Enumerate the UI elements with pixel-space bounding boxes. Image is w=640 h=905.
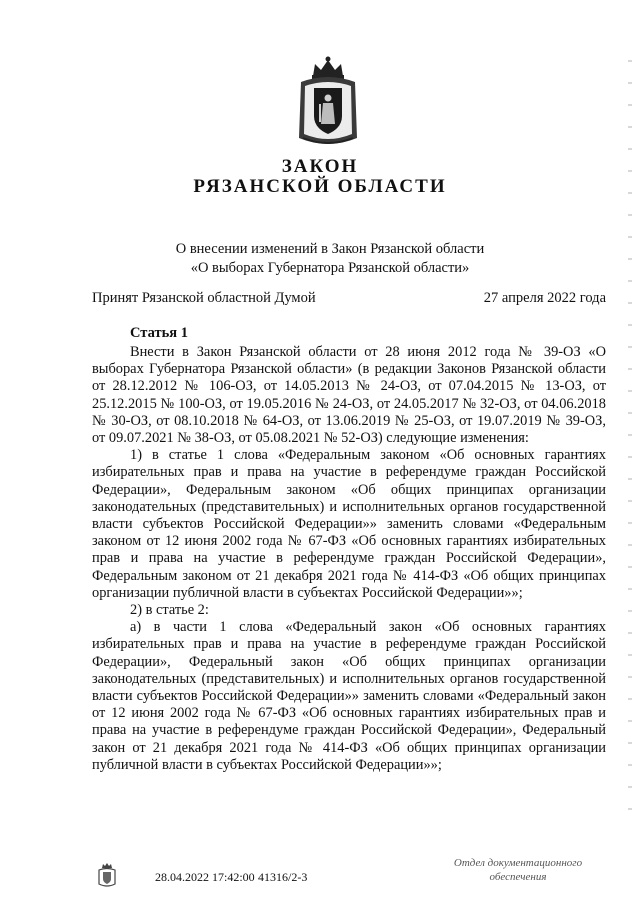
adoption-line (92, 290, 606, 307)
paragraph: 1) в статье 1 слова «Федеральным законом «Об основных гарантиях избирательных прав и права на участие в референдуме граждан Российской Федерации», Федеральным законом «Об общих принципах организации законодательных (представительных) и исполнительных органов государственной власти субъектов Российской Федерации»» заменить словами «Федеральным законом от 12 июня 2002 года № 67-ФЗ «Об основных гарантиях избирательных прав и права на участие в референдуме граждан Российской Федерации», Федеральным законом от 21 декабря 2021 года № 414-ФЗ «Об общих принципах организации публичной власти в субъектах Российской Федерации»»; (92, 447, 606, 601)
article-heading: Статья 1 (130, 325, 188, 341)
dept-line-1: Отдел документационного (453, 857, 583, 869)
law-subject (0, 240, 640, 278)
dept-line-2: обеспечения (489, 871, 547, 883)
subject-line-2: «О выборах Губернатора Рязанской области» (190, 260, 470, 276)
coat-of-arms-emblem (295, 54, 361, 150)
footer-reg-number: 41316/2-3 (258, 870, 308, 884)
law-title: ЗАКОН (281, 156, 359, 177)
article-body (92, 344, 606, 774)
subject-line-1: О внесении изменений в Закон Рязанской области (175, 241, 485, 257)
law-region-title: РЯЗАНСКОЙ ОБЛАСТИ (193, 176, 447, 197)
small-emblem-stamp-icon (96, 862, 118, 888)
adoption-date: 27 апреля 2022 года (483, 290, 606, 306)
paragraph: 2) в статье 2: (130, 602, 209, 619)
scan-edge-marks (628, 60, 632, 820)
footer-datetime: 28.04.2022 17:42:00 (155, 870, 255, 884)
paragraph: Внести в Закон Рязанской области от 28 июня 2012 года № 39-ОЗ «О выборах Губернатора Рязанской области» (в редакции Законов Рязанской области от 28.12.2012 № 106-ОЗ, от 14.05.2013 № 24-ОЗ, от 07.04.2015 № 13-ОЗ, от 25.12.2015 № 100-ОЗ, от 19.05.2016 № 24-ОЗ, от 24.05.2017 № 32-ОЗ, от 04.06.2018 № 30-ОЗ, от 08.10.2018 № 64-ОЗ, от 13.06.2019 № 25-ОЗ, от 19.07.2019 № 39-ОЗ, от 09.07.2021 № 38-ОЗ, от 05.08.2021 № 52-ОЗ) следующие изменения: (92, 344, 606, 447)
paragraph: а) в части 1 слова «Федеральный закон «Об основных гарантиях избирательных прав и права на участие в референдуме граждан Российской Федерации», Федеральный закон «Об общих принципах организации законодательных (представительных) и исполнительных органов государственной власти субъектов Российской Федерации»» заменить словами «Федеральный закон от 12 июня 2002 года № 67-ФЗ «Об основных гарантиях избирательных прав и права на участие в референдуме граждан Российской Федерации», Федеральный закон от 21 декабря 2021 года № 414-ФЗ «Об общих принципах организации публичной власти в субъектах Российской Федерации»»; (92, 619, 606, 773)
footer-department-stamp (448, 856, 588, 884)
adopted-by: Принят Рязанской областной Думой (92, 290, 316, 306)
